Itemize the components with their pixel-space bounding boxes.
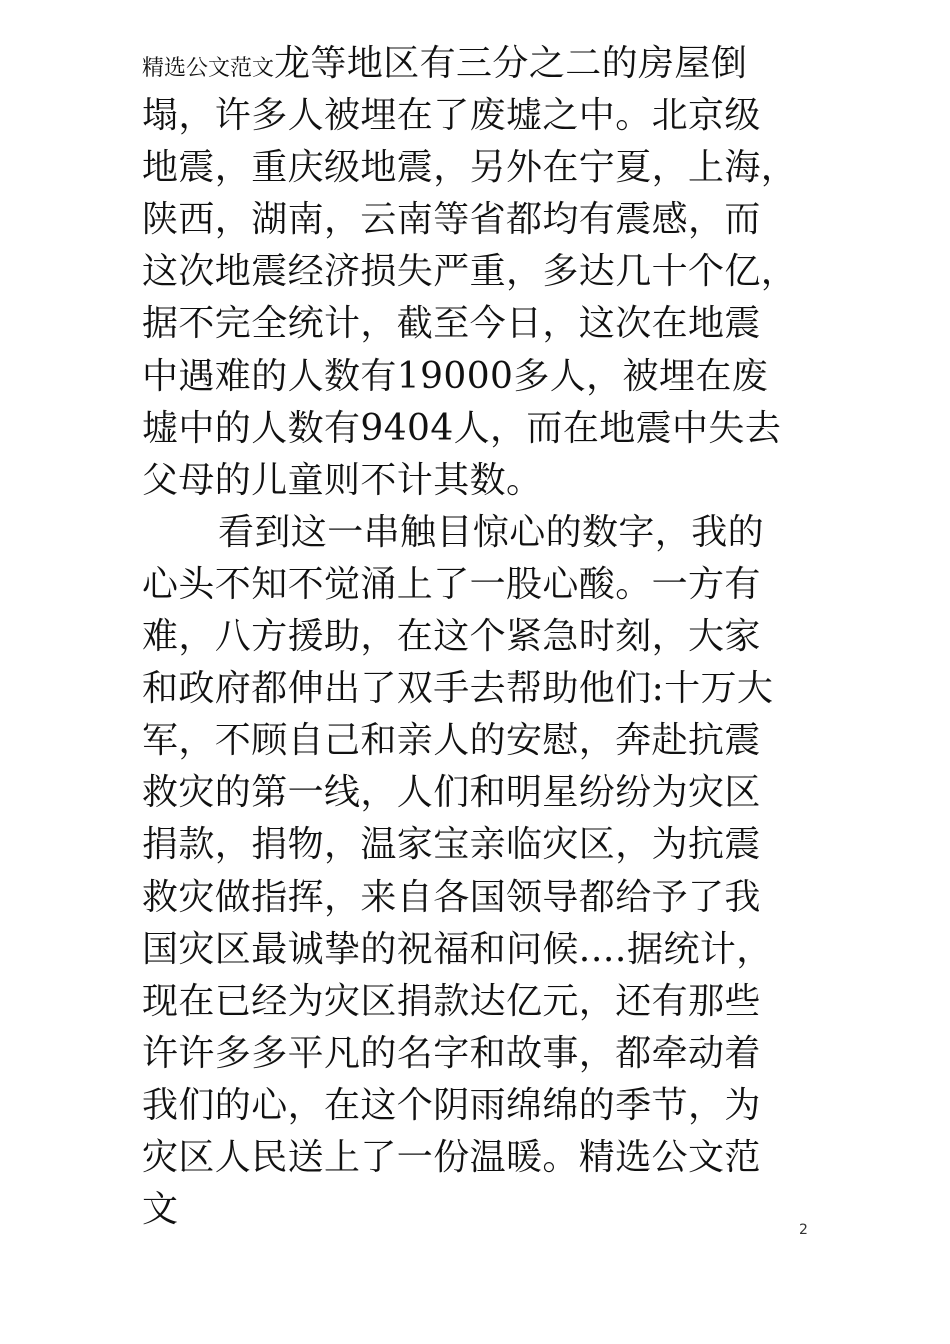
paragraph-1-line-2: 塌，许多人被埋在了废墟之中。北京级 [142, 95, 761, 137]
paragraph-2-line-11: 许许多多平凡的名字和故事，都牵动着 [142, 1032, 761, 1074]
paragraph-2-line-7: 捐款，捐物，温家宝亲临灾区，为抗震 [142, 824, 761, 866]
paragraph-1-line-3: 地震，重庆级地震，另外在宁夏，上海， [142, 147, 798, 189]
header-label: 精选公文范文 [142, 56, 275, 81]
paragraph-2-line-9: 国灾区最诚挚的祝福和问候.…据统计， [142, 928, 773, 970]
paragraph-1-line-8: 墟中的人数有9404人，而在地震中失去 [142, 407, 782, 449]
paragraph-2-line-5: 军，不顾自己和亲人的安慰，奔赴抗震 [142, 720, 761, 762]
paragraph-2-line-12: 我们的心，在这个阴雨绵绵的季节，为 [142, 1084, 761, 1126]
body-text [142, 38, 822, 1236]
paragraph-2-line-3: 难，八方援助，在这个紧急时刻，大家 [142, 616, 761, 658]
paragraph-2-line-8: 救灾做指挥，来自各国领导都给予了我 [142, 876, 761, 918]
paragraph-1-line-5: 这次地震经济损失严重，多达几十个亿， [142, 251, 798, 293]
page-number: 2 [799, 1222, 808, 1238]
paragraph-1-line-4: 陕西，湖南，云南等省都均有震感，而 [142, 199, 761, 241]
paragraph-2-line-1: 看到这一串触目惊心的数字，我的 [218, 511, 765, 553]
paragraph-2-line-2: 心头不知不觉涌上了一股心酸。一方有 [142, 563, 761, 605]
paragraph-1-line-1: 精选公文范文龙等地区有三分之二的房屋倒 [142, 43, 748, 84]
paragraph-1-line-6: 据不完全统计，截至今日，这次在地震 [142, 303, 761, 345]
paragraph-1-line-9: 父母的儿童则不计其数。 [142, 459, 543, 501]
paragraph-1-line-7: 中遇难的人数有19000多人，被埋在废 [142, 355, 769, 397]
paragraph-2-line-14: 文 [142, 1189, 179, 1231]
paragraph-2-line-6: 救灾的第一线，人们和明星纷纷为灾区 [142, 772, 761, 814]
paragraph-2-line-13: 灾区人民送上了一份温暖。精选公文范 [142, 1136, 761, 1178]
paragraph-2-line-10: 现在已经为灾区捐款达亿元，还有那些 [142, 980, 761, 1022]
paragraph-2-line-4: 和政府都伸出了双手去帮助他们:十万大 [142, 668, 774, 710]
